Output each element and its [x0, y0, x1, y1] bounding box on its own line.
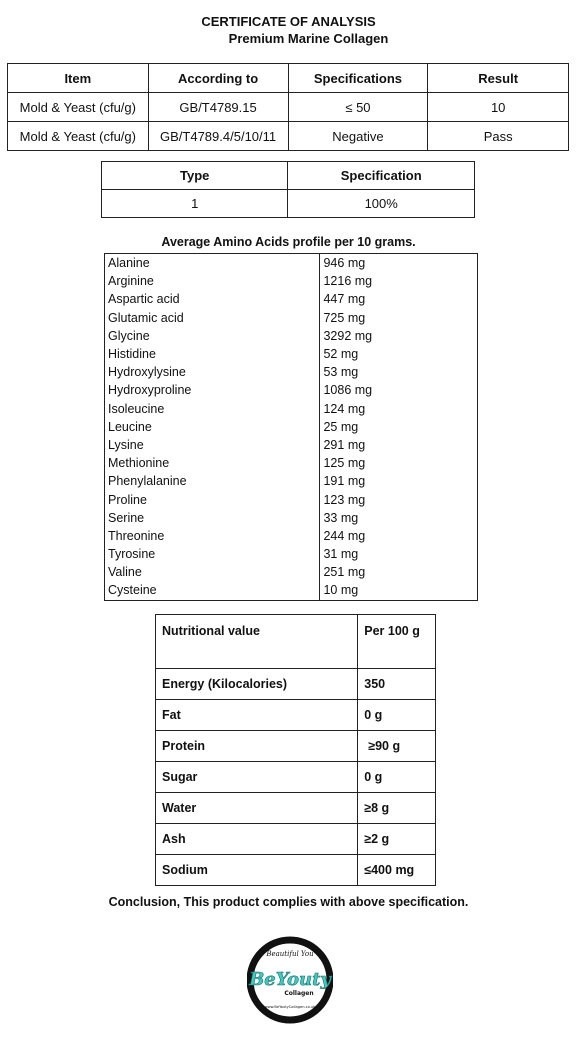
table-row: [105, 400, 478, 418]
logo-script-top: Beautiful You: [266, 950, 314, 958]
amino-amount: 291 mg: [320, 436, 478, 454]
amino-amount: 53 mg: [320, 363, 478, 381]
amino-amount: 946 mg: [320, 254, 478, 273]
amino-name: Hydroxylysine: [105, 363, 320, 381]
amino-amount: 1216 mg: [320, 272, 478, 290]
cell-according-to: GB/T4789.15: [148, 93, 288, 122]
header-result: Result: [428, 64, 569, 93]
table-row: [156, 731, 436, 762]
amino-acids-table: [104, 253, 478, 601]
header-specifications: Specifications: [288, 64, 428, 93]
logo-url: www.BeYoutyCollagen.co.uk: [264, 1005, 316, 1009]
amino-name: Methionine: [105, 454, 320, 472]
amino-amount: 25 mg: [320, 418, 478, 436]
table-row: [105, 381, 478, 399]
nutrient-name: Fat: [156, 700, 358, 731]
amino-name: Valine: [105, 563, 320, 581]
table-row: [105, 418, 478, 436]
table-row: [105, 327, 478, 345]
table-row: [105, 436, 478, 454]
amino-amount: 1086 mg: [320, 381, 478, 399]
amino-name: Tyrosine: [105, 545, 320, 563]
table-row: [105, 581, 478, 600]
header-per-100g: Per 100 g: [358, 615, 436, 669]
table-row: [156, 824, 436, 855]
nutrient-name: Water: [156, 793, 358, 824]
table-row: [105, 545, 478, 563]
amino-name: Arginine: [105, 272, 320, 290]
table-row: [105, 490, 478, 508]
amino-amount: 33 mg: [320, 509, 478, 527]
nutrient-value: ≥2 g: [358, 824, 436, 855]
amino-amount: 125 mg: [320, 454, 478, 472]
table-row: [8, 122, 569, 151]
table-header-row: [156, 615, 436, 669]
nutrient-name: Protein: [156, 731, 358, 762]
nutrient-value: 350: [358, 669, 436, 700]
amino-name: Histidine: [105, 345, 320, 363]
amino-name: Glycine: [105, 327, 320, 345]
table-row: [156, 762, 436, 793]
nutrient-value: ≥8 g: [358, 793, 436, 824]
amino-amount: 3292 mg: [320, 327, 478, 345]
brand-logo: [247, 925, 333, 1037]
nutrient-name: Sugar: [156, 762, 358, 793]
logo-tagline: Collagen: [284, 990, 314, 997]
table-row: [105, 309, 478, 327]
table-row: [102, 190, 475, 218]
header-specification: Specification: [288, 162, 475, 190]
table-row: [156, 855, 436, 886]
table-row: [105, 254, 478, 273]
table-row: [105, 527, 478, 545]
header-nutritional-value: Nutritional value: [156, 615, 358, 669]
amino-name: Aspartic acid: [105, 290, 320, 308]
tests-table: [7, 63, 569, 151]
cell-type: 1: [102, 190, 288, 218]
nutrient-name: Ash: [156, 824, 358, 855]
header-type: Type: [102, 162, 288, 190]
cell-specification: Negative: [288, 122, 428, 151]
amino-name: Glutamic acid: [105, 309, 320, 327]
cell-item: Mold & Yeast (cfu/g): [8, 122, 149, 151]
document-subtitle: Premium Marine Collagen: [228, 31, 389, 46]
cell-according-to: GB/T4789.4/5/10/11: [148, 122, 288, 151]
amino-name: Alanine: [105, 254, 320, 273]
cell-result: Pass: [428, 122, 569, 151]
table-row: [105, 272, 478, 290]
cell-item: Mold & Yeast (cfu/g): [8, 93, 149, 122]
amino-name: Leucine: [105, 418, 320, 436]
table-row: [156, 669, 436, 700]
amino-amount: 31 mg: [320, 545, 478, 563]
table-row: [105, 345, 478, 363]
amino-name: Serine: [105, 509, 320, 527]
nutrient-name: Energy (Kilocalories): [156, 669, 358, 700]
amino-name: Lysine: [105, 436, 320, 454]
amino-amount: 191 mg: [320, 472, 478, 490]
nutrient-value: ≤400 mg: [358, 855, 436, 886]
conclusion-text: Conclusion, This product complies with above specification.: [108, 895, 469, 909]
amino-acids-title: Average Amino Acids profile per 10 grams.: [161, 235, 416, 249]
table-row: [105, 454, 478, 472]
nutrient-value: 0 g: [358, 762, 436, 793]
amino-name: Phenylalanine: [105, 472, 320, 490]
header-according-to: According to: [148, 64, 288, 93]
table-row: [105, 563, 478, 581]
nutrient-name: Sodium: [156, 855, 358, 886]
header-item: Item: [8, 64, 149, 93]
nutrient-value: 0 g: [358, 700, 436, 731]
table-row: [156, 700, 436, 731]
amino-name: Proline: [105, 490, 320, 508]
amino-name: Cysteine: [105, 581, 320, 600]
cell-specification: ≤ 50: [288, 93, 428, 122]
logo-brand: BeYouty: [249, 969, 331, 990]
nutrient-value: ≥90 g: [358, 731, 436, 762]
amino-amount: 725 mg: [320, 309, 478, 327]
table-row: [105, 290, 478, 308]
cell-specification: 100%: [288, 190, 475, 218]
amino-amount: 244 mg: [320, 527, 478, 545]
nutrition-table: [155, 614, 436, 886]
table-header-row: [102, 162, 475, 190]
cell-result: 10: [428, 93, 569, 122]
table-row: [105, 472, 478, 490]
table-header-row: [8, 64, 569, 93]
amino-name: Threonine: [105, 527, 320, 545]
table-row: [105, 509, 478, 527]
document-title: CERTIFICATE OF ANALYSIS: [201, 14, 376, 29]
amino-amount: 52 mg: [320, 345, 478, 363]
type-table: [101, 161, 475, 218]
amino-amount: 10 mg: [320, 581, 478, 600]
amino-amount: 447 mg: [320, 290, 478, 308]
amino-amount: 124 mg: [320, 400, 478, 418]
amino-amount: 251 mg: [320, 563, 478, 581]
amino-amount: 123 mg: [320, 490, 478, 508]
table-row: [156, 793, 436, 824]
table-row: [8, 93, 569, 122]
amino-name: Hydroxyproline: [105, 381, 320, 399]
amino-name: Isoleucine: [105, 400, 320, 418]
table-row: [105, 363, 478, 381]
